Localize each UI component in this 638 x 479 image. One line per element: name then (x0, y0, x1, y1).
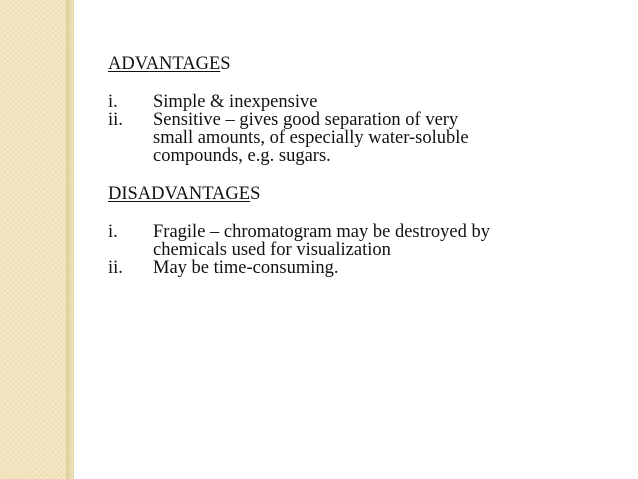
item-text-line: May be time-consuming. (153, 258, 339, 278)
item-text (153, 111, 469, 165)
advantages-heading-suffix: S (220, 54, 231, 74)
decorative-band-edge (66, 0, 74, 479)
disadvantage-item (108, 223, 608, 259)
disadvantage-item (108, 259, 608, 277)
item-text-line: Fragile – chromatogram may be destroyed by (153, 222, 491, 242)
item-text-line: compounds, e.g. sugars. (153, 146, 331, 166)
item-text-line: Sensitive – gives good separation of very (153, 110, 459, 130)
advantage-item (108, 93, 608, 111)
item-text-line: small amounts, of especially water-soluble (153, 128, 469, 148)
item-number: i. (108, 222, 118, 242)
disadvantages-heading-underlined: DISADVANTAGE (108, 184, 251, 204)
item-number: ii. (108, 110, 123, 130)
item-text-line: chemicals used for visualization (153, 240, 391, 260)
disadvantages-heading-suffix: S (250, 184, 261, 204)
item-text (153, 223, 490, 259)
item-text (153, 259, 338, 277)
advantages-heading-underlined: ADVANTAGE (108, 54, 221, 74)
disadvantages-heading (108, 185, 608, 205)
item-number: i. (108, 92, 118, 112)
item-text (153, 93, 317, 111)
item-number: ii. (108, 258, 123, 278)
advantages-heading (108, 55, 608, 75)
advantage-item (108, 111, 608, 165)
item-text-line: Simple & inexpensive (153, 92, 318, 112)
decorative-side-band (0, 0, 66, 479)
slide-content (108, 55, 608, 277)
